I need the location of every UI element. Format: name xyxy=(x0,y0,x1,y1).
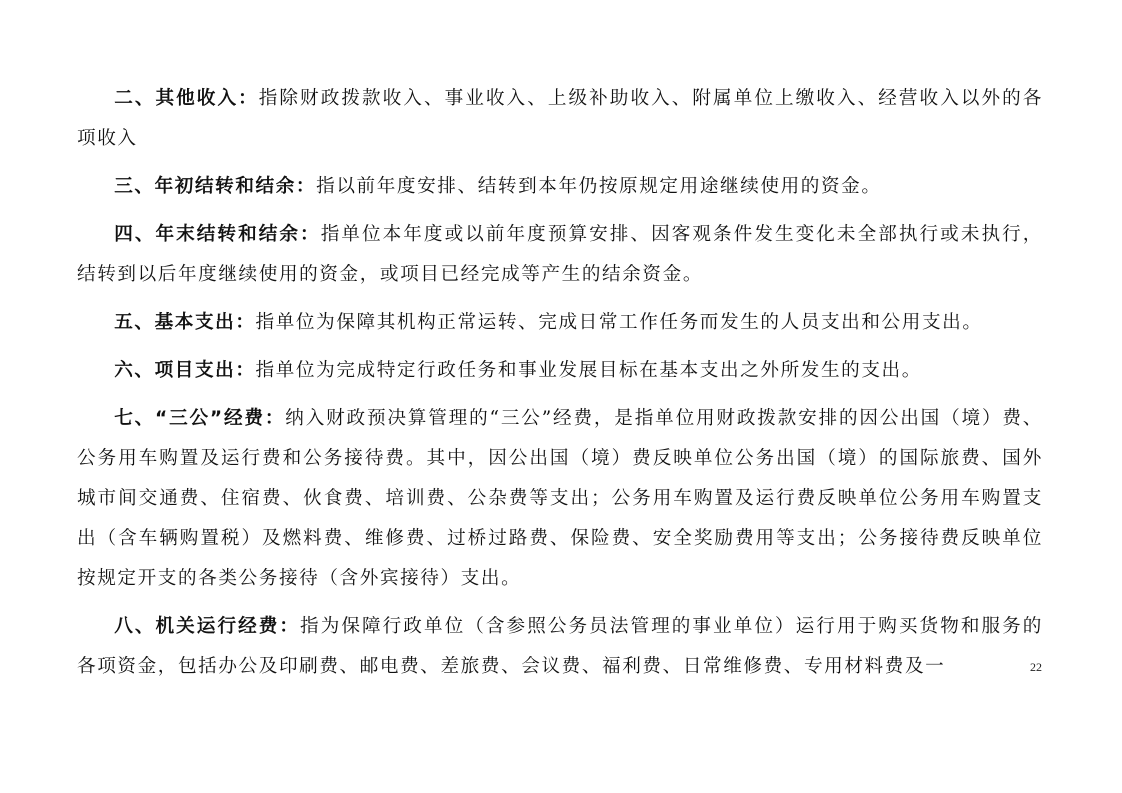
definition-closing-carryover: 指单位本年度或以前年度预算安排、因客观条件发生变化未全部执行或未执行，结转到以后年度继续使用的资金，或项目已经完成等产生的结余资金。 xyxy=(77,224,1043,285)
paragraph-three-public-expenses xyxy=(77,399,1043,599)
term-operating-funds: 八、机关运行经费： xyxy=(114,616,301,637)
paragraph-basic-expenditure xyxy=(77,303,1043,343)
paragraph-opening-carryover xyxy=(77,167,1043,207)
paragraph-project-expenditure xyxy=(77,351,1043,391)
definition-three-public-expenses: 纳入财政预决算管理的“三公”经费，是指单位用财政拨款安排的因公出国（境）费、公务用车购置及运行费和公务接待费。其中，因公出国（境）费反映单位公务出国（境）的国际旅费、国外城市间交通费、住宿费、伙食费、培训费、公杂费等支出；公务用车购置及运行费反映单位公务用车购置支出（含车辆购置税）及燃料费、维修费、过桥过路费、保险费、安全奖励费用等支出；公务接待费反映单位按规定开支的各类公务接待（含外宾接待）支出。 xyxy=(77,408,1043,589)
term-three-public-expenses: 七、“三公”经费： xyxy=(114,408,286,429)
page-number: 22 xyxy=(1030,660,1042,674)
term-basic-expenditure: 五、基本支出： xyxy=(114,312,256,333)
definition-operating-funds: 指为保障行政单位（含参照公务员法管理的事业单位）运行用于购买货物和服务的各项资金，包括办公及印刷费、邮电费、差旅费、会议费、福利费、日常维修费、专用材料费及一 xyxy=(77,616,1043,677)
definition-basic-expenditure: 指单位为保障其机构正常运转、完成日常工作任务而发生的人员支出和公用支出。 xyxy=(255,312,983,333)
term-closing-carryover: 四、年末结转和结余： xyxy=(114,224,321,245)
definition-project-expenditure: 指单位为完成特定行政任务和事业发展目标在基本支出之外所发生的支出。 xyxy=(255,360,922,381)
term-opening-carryover: 三、年初结转和结余： xyxy=(114,176,317,197)
paragraph-closing-carryover xyxy=(77,215,1043,295)
term-project-expenditure: 六、项目支出： xyxy=(114,360,256,381)
definition-opening-carryover: 指以前年度安排、结转到本年仍按原规定用途继续使用的资金。 xyxy=(316,176,882,197)
term-other-income: 二、其他收入： xyxy=(114,88,259,109)
paragraph-operating-funds xyxy=(77,607,1043,687)
definition-other-income: 指除财政拨款收入、事业收入、上级补助收入、附属单位上缴收入、经营收入以外的各项收入 xyxy=(77,88,1043,149)
paragraph-other-income xyxy=(77,79,1043,159)
document-body xyxy=(77,79,1043,695)
